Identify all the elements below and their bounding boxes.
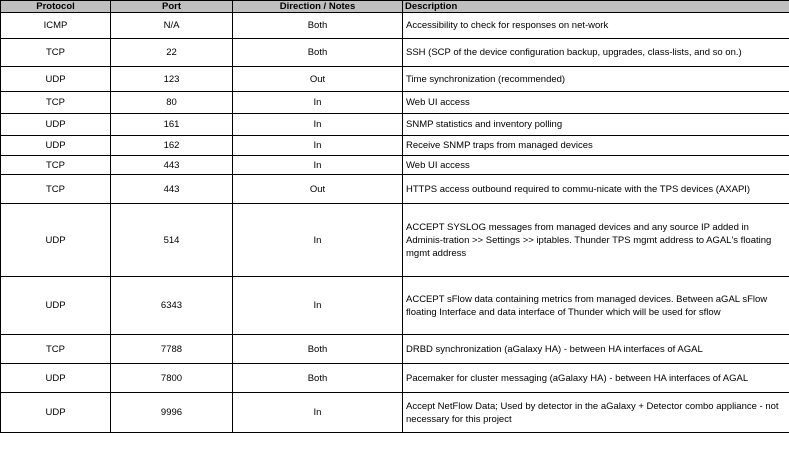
description-cell[interactable]: Pacemaker for cluster messaging (aGalaxy HA) - between HA interfaces of AGAL bbox=[403, 364, 789, 393]
protocol-cell[interactable]: UDP bbox=[1, 364, 111, 393]
table-row bbox=[1, 335, 789, 364]
direction-cell[interactable]: In bbox=[233, 136, 403, 156]
protocol-cell[interactable]: UDP bbox=[1, 136, 111, 156]
direction-cell[interactable]: In bbox=[233, 114, 403, 136]
port-cell[interactable]: 80 bbox=[111, 92, 233, 114]
protocol-header[interactable]: Protocol bbox=[1, 1, 111, 13]
table-row bbox=[1, 277, 789, 335]
port-cell[interactable]: 123 bbox=[111, 67, 233, 92]
description-cell[interactable]: Accessibility to check for responses on net-work bbox=[403, 13, 789, 39]
direction-cell[interactable]: Out bbox=[233, 67, 403, 92]
protocol-cell[interactable]: TCP bbox=[1, 156, 111, 175]
protocol-cell[interactable]: UDP bbox=[1, 277, 111, 335]
port-cell[interactable]: 9996 bbox=[111, 393, 233, 433]
table-row bbox=[1, 156, 789, 175]
direction-cell[interactable]: In bbox=[233, 393, 403, 433]
description-cell[interactable]: ACCEPT SYSLOG messages from managed devices and any source IP added in Adminis-tration >> Settings >> iptables. Thunder TPS mgmt address to AGAL's floating mgmt address bbox=[403, 204, 789, 277]
table-row bbox=[1, 39, 789, 67]
direction-cell[interactable]: Both bbox=[233, 335, 403, 364]
direction-cell[interactable]: Both bbox=[233, 39, 403, 67]
port-cell[interactable]: 6343 bbox=[111, 277, 233, 335]
table-row bbox=[1, 114, 789, 136]
protocol-cell[interactable]: UDP bbox=[1, 393, 111, 433]
table-row bbox=[1, 92, 789, 114]
port-cell[interactable]: 22 bbox=[111, 39, 233, 67]
port-cell[interactable]: 443 bbox=[111, 156, 233, 175]
protocol-cell[interactable]: TCP bbox=[1, 39, 111, 67]
port-header[interactable]: Port bbox=[111, 1, 233, 13]
direction-cell[interactable]: In bbox=[233, 92, 403, 114]
protocol-cell[interactable]: UDP bbox=[1, 67, 111, 92]
protocol-cell[interactable]: TCP bbox=[1, 175, 111, 204]
description-cell[interactable]: Accept NetFlow Data; Used by detector in the aGalaxy + Detector combo appliance - not necessary for this project bbox=[403, 393, 789, 433]
table-row bbox=[1, 136, 789, 156]
direction-cell[interactable]: In bbox=[233, 204, 403, 277]
protocol-cell[interactable]: ICMP bbox=[1, 13, 111, 39]
description-cell[interactable]: SNMP statistics and inventory polling bbox=[403, 114, 789, 136]
table-row bbox=[1, 13, 789, 39]
protocol-cell[interactable]: TCP bbox=[1, 335, 111, 364]
description-cell[interactable]: Time synchronization (recommended) bbox=[403, 67, 789, 92]
protocol-cell[interactable]: UDP bbox=[1, 114, 111, 136]
direction-cell[interactable]: Out bbox=[233, 175, 403, 204]
table-row bbox=[1, 67, 789, 92]
port-cell[interactable]: N/A bbox=[111, 13, 233, 39]
description-cell[interactable]: HTTPS access outbound required to commu-nicate with the TPS devices (AXAPI) bbox=[403, 175, 789, 204]
direction-cell[interactable]: In bbox=[233, 156, 403, 175]
direction-header[interactable]: Direction / Notes bbox=[233, 1, 403, 13]
direction-cell[interactable]: Both bbox=[233, 364, 403, 393]
port-cell[interactable]: 7788 bbox=[111, 335, 233, 364]
header-row bbox=[1, 1, 789, 13]
direction-cell[interactable]: In bbox=[233, 277, 403, 335]
description-cell[interactable]: SSH (SCP of the device configuration backup, upgrades, class-lists, and so on.) bbox=[403, 39, 789, 67]
port-cell[interactable]: 514 bbox=[111, 204, 233, 277]
direction-cell[interactable]: Both bbox=[233, 13, 403, 39]
table-row bbox=[1, 364, 789, 393]
port-cell[interactable]: 162 bbox=[111, 136, 233, 156]
description-cell[interactable]: DRBD synchronization (aGalaxy HA) - between HA interfaces of AGAL bbox=[403, 335, 789, 364]
protocol-cell[interactable]: UDP bbox=[1, 204, 111, 277]
table-row bbox=[1, 204, 789, 277]
description-header[interactable]: Description bbox=[403, 1, 789, 13]
protocol-cell[interactable]: TCP bbox=[1, 92, 111, 114]
port-cell[interactable]: 7800 bbox=[111, 364, 233, 393]
description-cell[interactable]: Web UI access bbox=[403, 92, 789, 114]
table-row bbox=[1, 393, 789, 433]
table-row bbox=[1, 175, 789, 204]
description-cell[interactable]: Web UI access bbox=[403, 156, 789, 175]
port-cell[interactable]: 161 bbox=[111, 114, 233, 136]
port-cell[interactable]: 443 bbox=[111, 175, 233, 204]
description-cell[interactable]: Receive SNMP traps from managed devices bbox=[403, 136, 789, 156]
description-cell[interactable]: ACCEPT sFlow data containing metrics from managed devices. Between aGAL sFlow floating Interface and data interface of Thunder which will be used for sflow bbox=[403, 277, 789, 335]
